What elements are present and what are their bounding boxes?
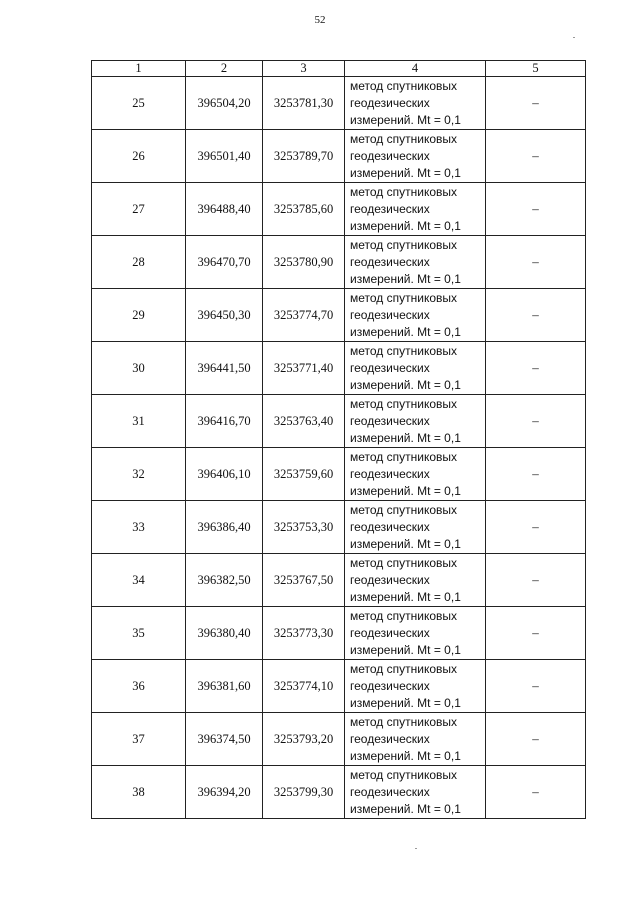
coordinates-table xyxy=(91,60,586,819)
table-row xyxy=(92,713,586,766)
method-line: измерений. Mt = 0,1 xyxy=(350,695,461,710)
method-line: измерений. Mt = 0,1 xyxy=(350,536,461,551)
scan-speck xyxy=(573,37,575,38)
y-coordinate-cell: 3253753,30 xyxy=(263,501,345,554)
point-number-cell: 31 xyxy=(92,395,186,448)
method-line: метод спутниковых xyxy=(350,131,458,146)
x-coordinate-cell: 396501,40 xyxy=(186,130,263,183)
table-row xyxy=(92,342,586,395)
note-cell: – xyxy=(486,766,586,819)
method-line: геодезических xyxy=(350,519,430,534)
method-line: метод спутниковых xyxy=(350,555,458,570)
x-coordinate-cell: 396441,50 xyxy=(186,342,263,395)
x-coordinate-cell: 396470,70 xyxy=(186,236,263,289)
method-line: геодезических xyxy=(350,731,430,746)
method-cell xyxy=(345,448,486,501)
method-cell xyxy=(345,713,486,766)
method-line: измерений. Mt = 0,1 xyxy=(350,748,461,763)
x-coordinate-cell: 396488,40 xyxy=(186,183,263,236)
x-coordinate-cell: 396394,20 xyxy=(186,766,263,819)
y-coordinate-cell: 3253763,40 xyxy=(263,395,345,448)
point-number-cell: 36 xyxy=(92,660,186,713)
point-number-cell: 38 xyxy=(92,766,186,819)
x-coordinate-cell: 396386,40 xyxy=(186,501,263,554)
column-header-1: 1 xyxy=(92,61,186,77)
note-cell: – xyxy=(486,660,586,713)
note-cell: – xyxy=(486,395,586,448)
method-line: измерений. Mt = 0,1 xyxy=(350,218,461,233)
method-line: метод спутниковых xyxy=(350,449,458,464)
note-cell: – xyxy=(486,342,586,395)
method-line: геодезических xyxy=(350,254,430,269)
table-row xyxy=(92,554,586,607)
y-coordinate-cell: 3253781,30 xyxy=(263,77,345,130)
method-line: измерений. Mt = 0,1 xyxy=(350,377,461,392)
table-row xyxy=(92,660,586,713)
point-number-cell: 30 xyxy=(92,342,186,395)
table-row xyxy=(92,766,586,819)
method-line: метод спутниковых xyxy=(350,78,458,93)
y-coordinate-cell: 3253774,10 xyxy=(263,660,345,713)
method-line: метод спутниковых xyxy=(350,237,458,252)
method-line: метод спутниковых xyxy=(350,608,458,623)
y-coordinate-cell: 3253771,40 xyxy=(263,342,345,395)
method-line: измерений. Mt = 0,1 xyxy=(350,430,461,445)
table-row xyxy=(92,395,586,448)
table-header xyxy=(92,61,586,77)
table-row xyxy=(92,289,586,342)
column-header-4: 4 xyxy=(345,61,486,77)
method-cell xyxy=(345,766,486,819)
note-cell: – xyxy=(486,713,586,766)
x-coordinate-cell: 396381,60 xyxy=(186,660,263,713)
page-number: 52 xyxy=(314,14,326,26)
table-row xyxy=(92,501,586,554)
method-line: измерений. Mt = 0,1 xyxy=(350,165,461,180)
table-row xyxy=(92,607,586,660)
method-cell xyxy=(345,130,486,183)
y-coordinate-cell: 3253774,70 xyxy=(263,289,345,342)
method-cell xyxy=(345,183,486,236)
scan-speck xyxy=(415,848,417,849)
table-row xyxy=(92,183,586,236)
x-coordinate-cell: 396380,40 xyxy=(186,607,263,660)
note-cell: – xyxy=(486,289,586,342)
method-cell xyxy=(345,77,486,130)
method-cell xyxy=(345,660,486,713)
method-line: измерений. Mt = 0,1 xyxy=(350,801,461,816)
table-row xyxy=(92,130,586,183)
y-coordinate-cell: 3253773,30 xyxy=(263,607,345,660)
method-line: измерений. Mt = 0,1 xyxy=(350,271,461,286)
point-number-cell: 37 xyxy=(92,713,186,766)
method-line: геодезических xyxy=(350,572,430,587)
method-line: геодезических xyxy=(350,95,430,110)
x-coordinate-cell: 396406,10 xyxy=(186,448,263,501)
y-coordinate-cell: 3253759,60 xyxy=(263,448,345,501)
table-row xyxy=(92,77,586,130)
point-number-cell: 26 xyxy=(92,130,186,183)
point-number-cell: 27 xyxy=(92,183,186,236)
x-coordinate-cell: 396416,70 xyxy=(186,395,263,448)
point-number-cell: 33 xyxy=(92,501,186,554)
y-coordinate-cell: 3253789,70 xyxy=(263,130,345,183)
method-line: геодезических xyxy=(350,466,430,481)
point-number-cell: 35 xyxy=(92,607,186,660)
method-line: метод спутниковых xyxy=(350,767,458,782)
point-number-cell: 29 xyxy=(92,289,186,342)
point-number-cell: 25 xyxy=(92,77,186,130)
method-cell xyxy=(345,607,486,660)
column-header-3: 3 xyxy=(263,61,345,77)
method-line: метод спутниковых xyxy=(350,714,458,729)
method-line: геодезических xyxy=(350,413,430,428)
note-cell: – xyxy=(486,501,586,554)
y-coordinate-cell: 3253780,90 xyxy=(263,236,345,289)
y-coordinate-cell: 3253793,20 xyxy=(263,713,345,766)
method-cell xyxy=(345,554,486,607)
method-cell xyxy=(345,289,486,342)
method-line: геодезических xyxy=(350,360,430,375)
method-line: измерений. Mt = 0,1 xyxy=(350,324,461,339)
x-coordinate-cell: 396374,50 xyxy=(186,713,263,766)
method-line: геодезических xyxy=(350,307,430,322)
note-cell: – xyxy=(486,607,586,660)
note-cell: – xyxy=(486,448,586,501)
y-coordinate-cell: 3253785,60 xyxy=(263,183,345,236)
method-line: метод спутниковых xyxy=(350,290,458,305)
note-cell: – xyxy=(486,130,586,183)
method-line: метод спутниковых xyxy=(350,184,458,199)
point-number-cell: 34 xyxy=(92,554,186,607)
method-line: геодезических xyxy=(350,625,430,640)
y-coordinate-cell: 3253767,50 xyxy=(263,554,345,607)
table-row xyxy=(92,236,586,289)
note-cell: – xyxy=(486,183,586,236)
method-cell xyxy=(345,395,486,448)
point-number-cell: 28 xyxy=(92,236,186,289)
x-coordinate-cell: 396382,50 xyxy=(186,554,263,607)
column-header-5: 5 xyxy=(486,61,586,77)
table-body xyxy=(92,77,586,819)
point-number-cell: 32 xyxy=(92,448,186,501)
method-line: измерений. Mt = 0,1 xyxy=(350,589,461,604)
method-line: измерений. Mt = 0,1 xyxy=(350,642,461,657)
method-line: метод спутниковых xyxy=(350,661,458,676)
note-cell: – xyxy=(486,236,586,289)
method-line: измерений. Mt = 0,1 xyxy=(350,112,461,127)
method-line: метод спутниковых xyxy=(350,502,458,517)
x-coordinate-cell: 396504,20 xyxy=(186,77,263,130)
table-row xyxy=(92,448,586,501)
method-cell xyxy=(345,236,486,289)
method-line: метод спутниковых xyxy=(350,396,458,411)
method-line: геодезических xyxy=(350,148,430,163)
y-coordinate-cell: 3253799,30 xyxy=(263,766,345,819)
note-cell: – xyxy=(486,554,586,607)
method-cell xyxy=(345,501,486,554)
method-line: метод спутниковых xyxy=(350,343,458,358)
method-line: геодезических xyxy=(350,201,430,216)
header-row xyxy=(92,61,586,77)
method-line: измерений. Mt = 0,1 xyxy=(350,483,461,498)
column-header-2: 2 xyxy=(186,61,263,77)
method-line: геодезических xyxy=(350,678,430,693)
note-cell: – xyxy=(486,77,586,130)
method-line: геодезических xyxy=(350,784,430,799)
x-coordinate-cell: 396450,30 xyxy=(186,289,263,342)
method-cell xyxy=(345,342,486,395)
